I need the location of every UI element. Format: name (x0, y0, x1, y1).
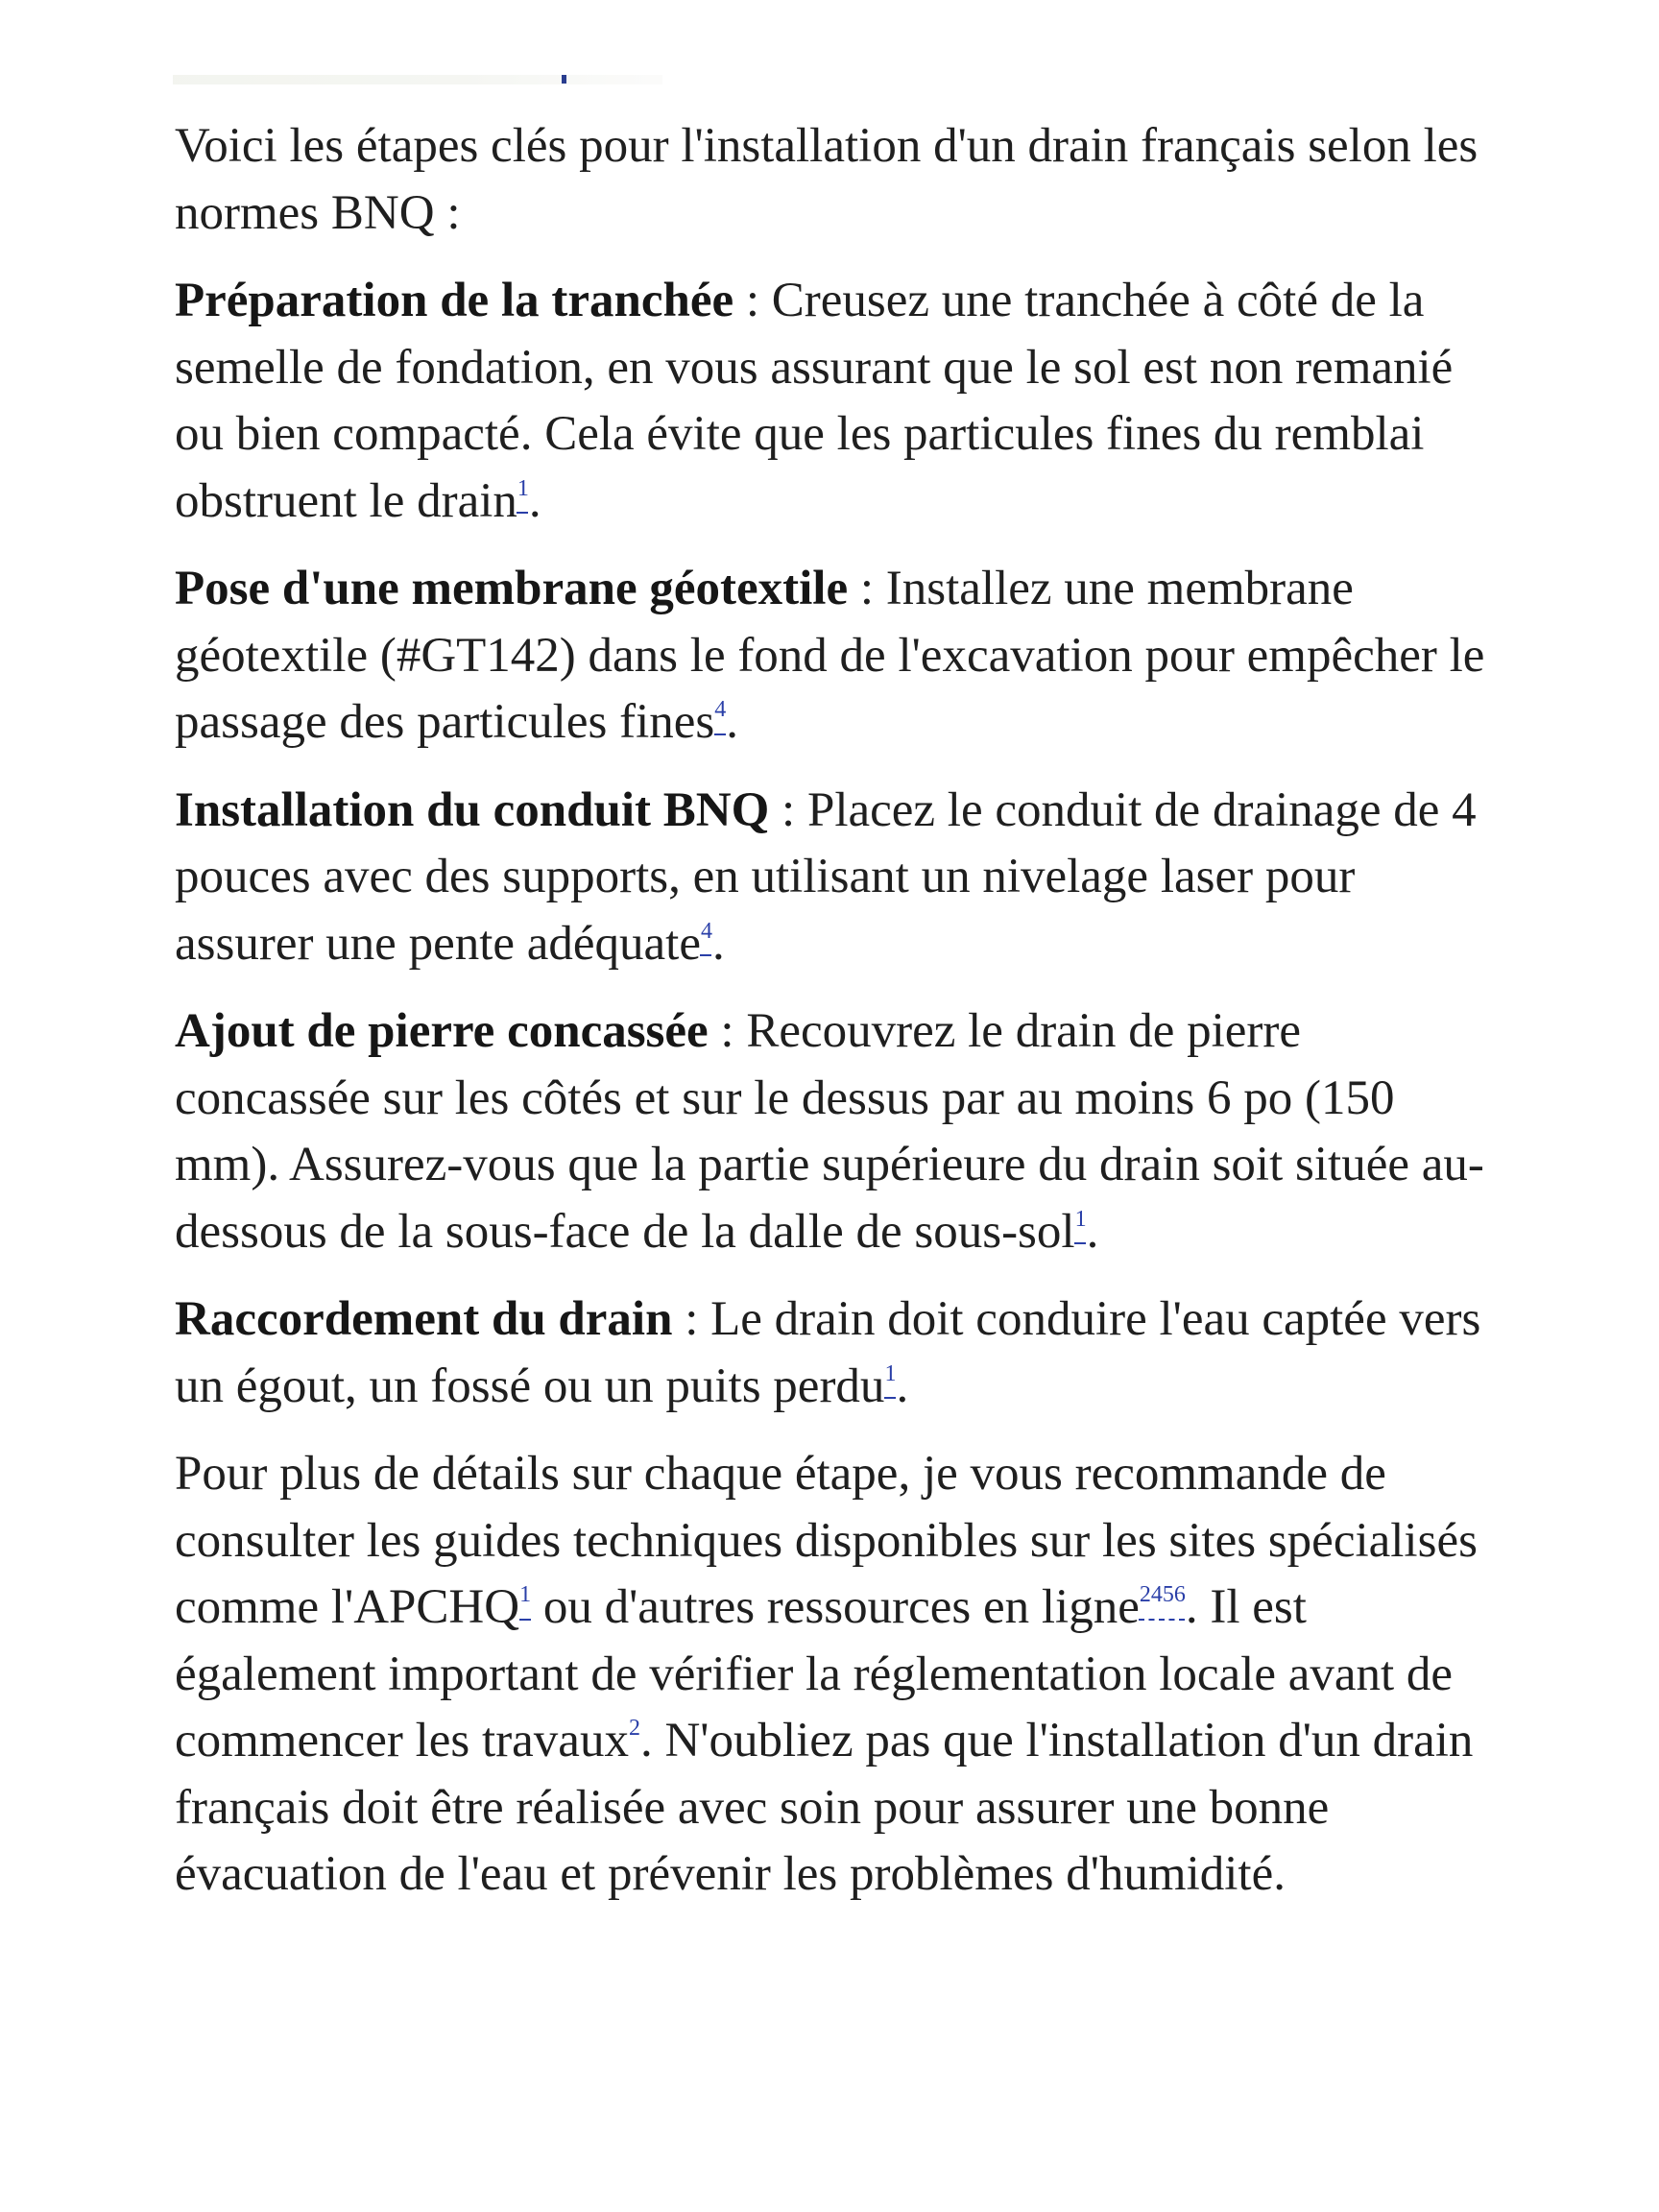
step-conduit-bnq (175, 778, 1500, 978)
step-text: : Le drain doit conduire l'eau captée vers un égout, un fossé ou un puits perdu (175, 1292, 1481, 1413)
citation-link[interactable]: 4 (700, 918, 712, 944)
step-end: . (726, 695, 738, 749)
step-title: Préparation de la tranchée (175, 274, 734, 327)
citation-link[interactable]: 2 (628, 1716, 640, 1741)
closing-text: . N'oubliez pas que l'installation d'un drain français doit être réalisée avec soin pour assurer une bonne évacuation de l'eau et prévenir les problèmes d'humidité. (175, 1714, 1474, 1901)
step-title: Ajout de pierre concassée (175, 1004, 709, 1058)
step-end: . (528, 473, 541, 528)
citation-link[interactable]: 4 (714, 697, 727, 722)
step-text: : Placez le conduit de drainage de 4 pouces avec des supports, en utilisant un nivelage laser pour assurer une pente adéquate (175, 782, 1477, 971)
step-title: Pose d'une membrane géotextile (175, 562, 849, 615)
citation-link[interactable]: 1 (1074, 1206, 1087, 1232)
step-end: . (711, 916, 725, 971)
closing-text: ou d'autres ressources en ligne (531, 1580, 1140, 1634)
step-end: . (896, 1358, 909, 1413)
step-pierre-concassee (175, 998, 1500, 1265)
citation-link[interactable]: 2456 (1139, 1582, 1186, 1607)
citation-link[interactable]: 1 (519, 1582, 532, 1607)
truncated-marker (562, 75, 566, 84)
step-text: : Creusez une tranchée à côté de la semelle de fondation, en vous assurant que le sol est non remanié ou bien compacté. Cela évite que les particules fines du remblai obstruent le drain (175, 274, 1454, 528)
step-text: : Recouvrez le drain de pierre concassée sur les côtés et sur le dessus par au moins 6 po (150 mm). Assurez-vous que la partie supérieure du drain soit située au-dessous de la sous-face de la dalle de sous-sol (175, 1004, 1484, 1259)
step-raccordement-drain (175, 1286, 1500, 1420)
step-text: : Installez une membrane géotextile (#GT142) dans le fond de l'excavation pour empêcher le passage des particules fines (175, 562, 1485, 749)
step-preparation-tranchee (175, 268, 1500, 535)
step-title: Raccordement du drain (175, 1292, 673, 1346)
response-content (175, 113, 1500, 1930)
closing-text: Pour plus de détails sur chaque étape, je vous recommande de consulter les guides techniques disponibles sur les sites spécialisés comme l'APCHQ (175, 1447, 1478, 1634)
citation-link[interactable]: 1 (884, 1360, 897, 1386)
closing-text: . Il est également important de vérifier la réglementation locale avant de commencer les travaux (175, 1580, 1454, 1767)
step-title: Installation du conduit BNQ (175, 782, 770, 837)
truncated-top-line (173, 75, 662, 84)
step-end: . (1086, 1204, 1099, 1259)
closing-paragraph (175, 1441, 1500, 1909)
intro-paragraph: Voici les étapes clés pour l'installation d'un drain français selon les normes BNQ : (175, 119, 1479, 240)
citation-link[interactable]: 1 (517, 475, 529, 501)
step-membrane-geotextile (175, 556, 1500, 757)
